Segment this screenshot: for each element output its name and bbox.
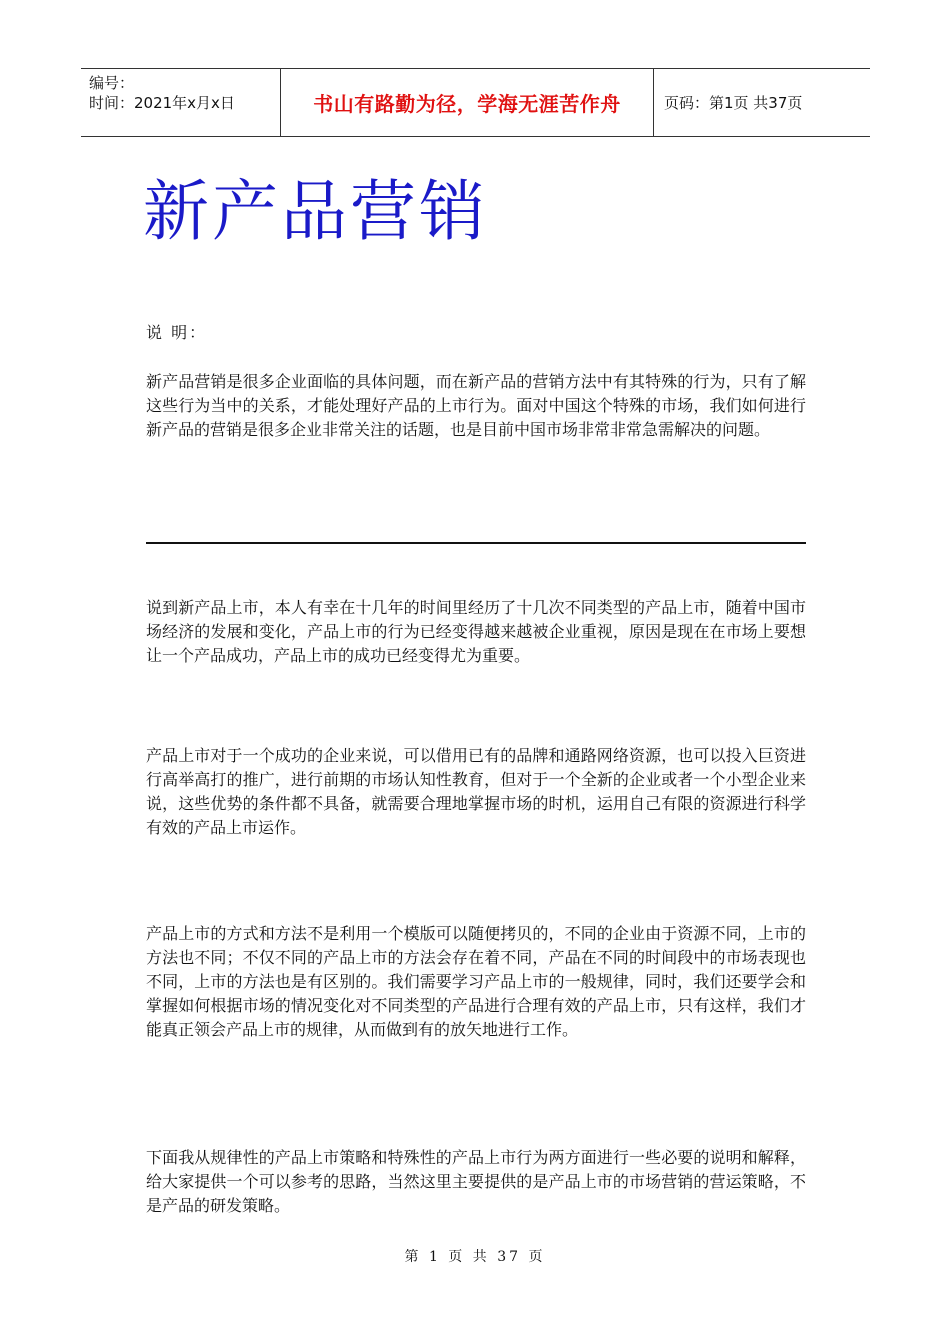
- page-footer: 第 1 页 共 37 页: [404, 1249, 546, 1265]
- body-paragraph-2: 产品上市对于一个成功的企业来说，可以借用已有的品牌和通路网络资源，也可以投入巨资进行高举高打的推广，进行前期的市场认知性教育，但对于一个全新的企业或者一个小型企业来说，这些优势的条件都不具备，就需要合理地掌握市场的时机，运用自己有限的资源进行科学有效的产品上市运作。: [146, 746, 806, 837]
- body-paragraph-3: 产品上市的方式和方法不是利用一个模版可以随便拷贝的，不同的企业由于资源不同，上市的方法也不同；不仅不同的产品上市的方法会存在着不同，产品在不同的时间段中的市场表现也不同，上市的方法也是有区别的。我们需要学习产品上市的一般规律，同时，我们还要学会和掌握如何根据市场的情况变化对不同类型的产品进行合理有效的产品上市，只有这样，我们才能真正领会产品上市的规律，从而做到有的放矢地进行工作。: [146, 924, 806, 1039]
- header-motto-cell: [281, 69, 654, 136]
- body-paragraph-4: 下面我从规律性的产品上市策略和特殊性的产品上市行为两方面进行一些必要的说明和解释，给大家提供一个可以参考的思路，当然这里主要提供的是产品上市的市场营销的营运策略，不是产品的研发策略。: [146, 1148, 806, 1215]
- header-page-info: 页码：第1页 共37页: [664, 94, 803, 112]
- number-label: 编号：: [89, 74, 135, 92]
- section-label: 说 明：: [146, 323, 208, 342]
- header-meta: [81, 69, 281, 136]
- document-header: [81, 68, 870, 137]
- intro-paragraph: 新产品营销是很多企业面临的具体问题，而在新产品的营销方法中有其特殊的行为，只有了解这些行为当中的关系，才能处理好产品的上市行为。面对中国这个特殊的市场，我们如何进行新产品的营销是很多企业非常关注的话题，也是目前中国市场非常非常急需解决的问题。: [146, 372, 806, 439]
- divider-line: [146, 542, 806, 544]
- header-motto: 书山有路勤为径，学海无涯苦作舟: [313, 92, 621, 116]
- document-title: 新产品营销: [143, 173, 488, 250]
- time-label: 时间：2021年x月x日: [89, 94, 235, 112]
- body-paragraph-1: 说到新产品上市，本人有幸在十几年的时间里经历了十几次不同类型的产品上市，随着中国市场经济的发展和变化，产品上市的行为已经变得越来越被企业重视，原因是现在在市场上要想让一个产品成功，产品上市的成功已经变得尤为重要。: [146, 598, 806, 665]
